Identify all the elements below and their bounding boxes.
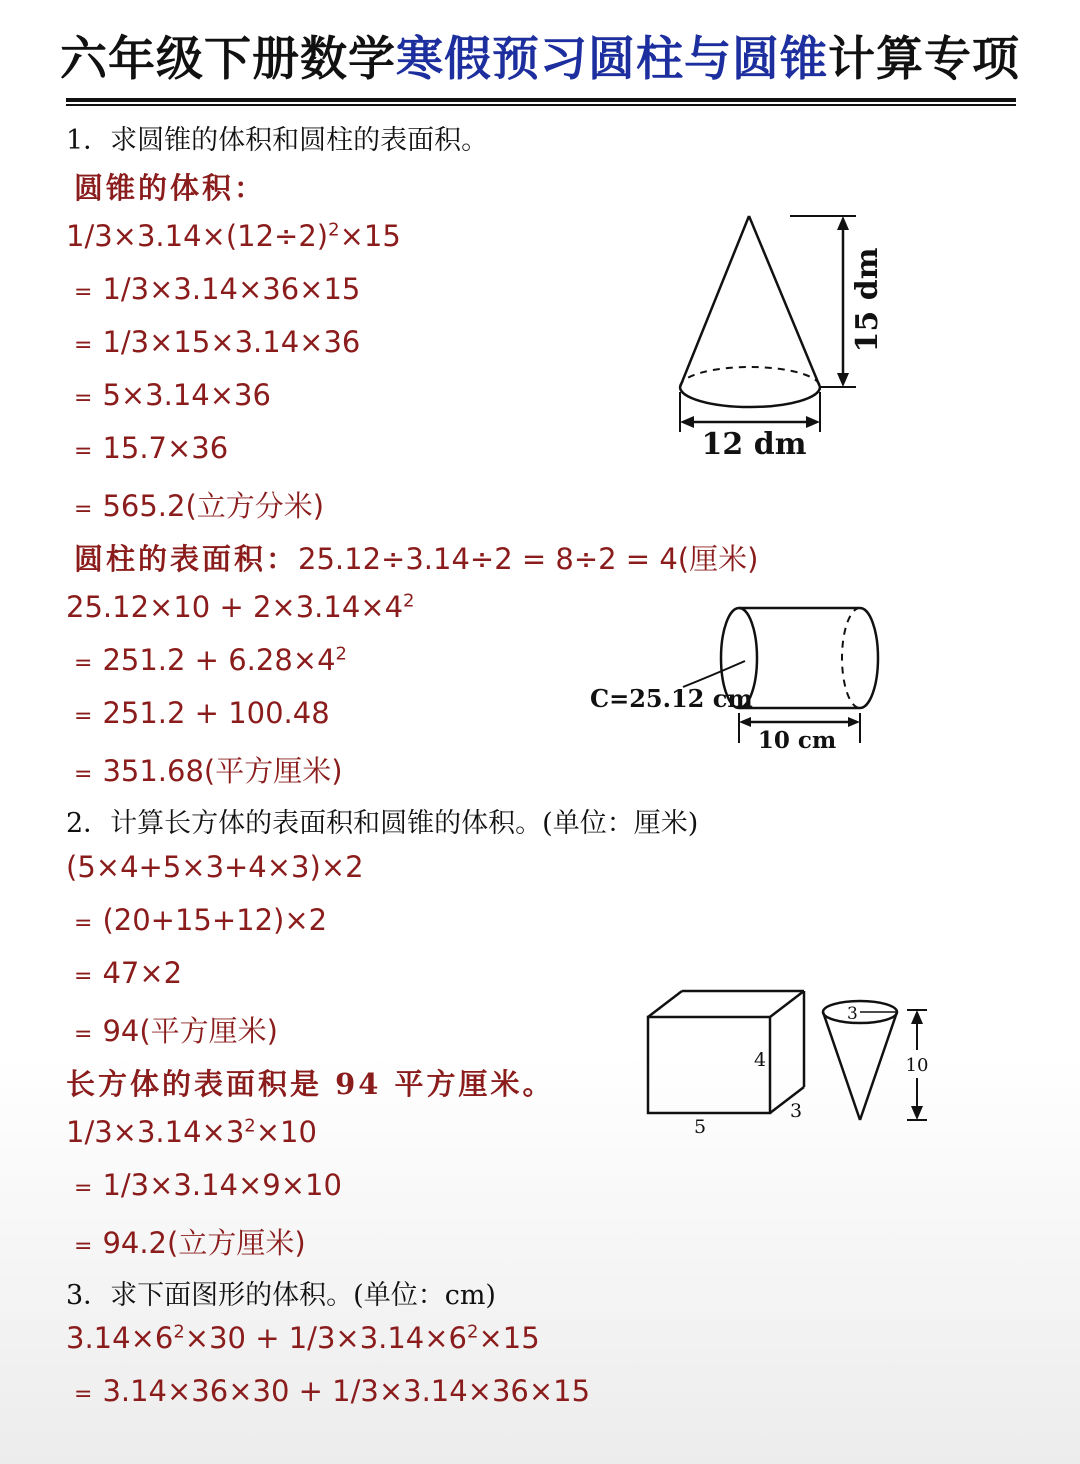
- page-title: [0, 22, 1080, 89]
- cylinder-circumference-label: C=25.12 cm: [590, 684, 753, 713]
- small-cone-figure: [815, 990, 945, 1130]
- cone-volume-heading: 圆锥的体积：: [74, 171, 267, 205]
- title-rule-thick: [66, 98, 1016, 102]
- cone-base-label: 12 dm: [701, 427, 807, 462]
- question-2: 2．计算长方体的表面积和圆锥的体积。(单位：厘米): [66, 808, 699, 839]
- calc-step: = $251.2 + 6.28\times 4^2$: [74, 643, 347, 677]
- cuboid-height-label: 4: [754, 1049, 767, 1071]
- calc-step: = 94.2(立方厘米): [74, 1226, 306, 1260]
- cuboid-width-label: 5: [694, 1116, 707, 1138]
- cylinder-surface-heading: 圆柱的表面积：25.12÷3.14÷2 = 8÷2 = 4(厘米): [74, 542, 759, 576]
- title-part3: 计算专项: [828, 32, 1020, 87]
- calc-step: = 1/3×3.14×9×10: [74, 1168, 342, 1202]
- title-part1: 六年级下册数学: [60, 32, 396, 87]
- cone-figure: [660, 200, 900, 470]
- calc-step: = 94(平方厘米): [74, 1014, 278, 1048]
- small-cone-radius-label: 3: [847, 1004, 858, 1024]
- calc-line: $3.14\times 6^2\times 30 + 1/3\times 3.14\times 6^2\times 15$: [66, 1321, 540, 1355]
- cuboid-figure: [630, 975, 820, 1145]
- title-rule-thin: [66, 104, 1016, 106]
- title-highlight: 寒假预习圆柱与圆锥: [396, 32, 828, 87]
- calc-step: = 1/3×15×3.14×36: [74, 325, 361, 359]
- calc-step: = (20+15+12)×2: [74, 903, 328, 937]
- calc-step: = 565.2(立方分米): [74, 489, 325, 523]
- calc-line: $25.12\times 10 + 2\times 3.14\times 4^2$: [66, 590, 415, 624]
- calc-line: (5×4+5×3+4×3)×2: [66, 850, 364, 884]
- calc-step: = 15.7×36: [74, 431, 229, 465]
- calc-line: $1/3\times 3.14\times 3^2\times 10$: [66, 1115, 317, 1149]
- calc-step: = 5×3.14×36: [74, 378, 271, 412]
- question-1: 1．求圆锥的体积和圆柱的表面积。: [66, 125, 489, 156]
- box-answer: 长方体的表面积是 94 平方厘米。: [66, 1067, 555, 1101]
- cylinder-figure: [585, 595, 895, 760]
- calc-step: = 351.68(平方厘米): [74, 754, 343, 788]
- calc-step: = 47×2: [74, 956, 183, 990]
- cuboid-depth-label: 3: [790, 1100, 803, 1122]
- cone-height-label: 15 dm: [850, 247, 885, 353]
- cylinder-length-label: 10 cm: [757, 727, 837, 754]
- calc-step: = 3.14×36×30 + 1/3×3.14×36×15: [74, 1374, 591, 1408]
- small-cone-height-label: 10: [905, 1055, 929, 1076]
- question-3: 3．求下面图形的体积。(单位：cm): [66, 1280, 496, 1311]
- calc-step: = 1/3×3.14×36×15: [74, 272, 361, 306]
- calc-step: = 251.2 + 100.48: [74, 696, 330, 730]
- calc-line: $1/3\times 3.14\times(12\div 2)^2\times 15$: [66, 219, 401, 253]
